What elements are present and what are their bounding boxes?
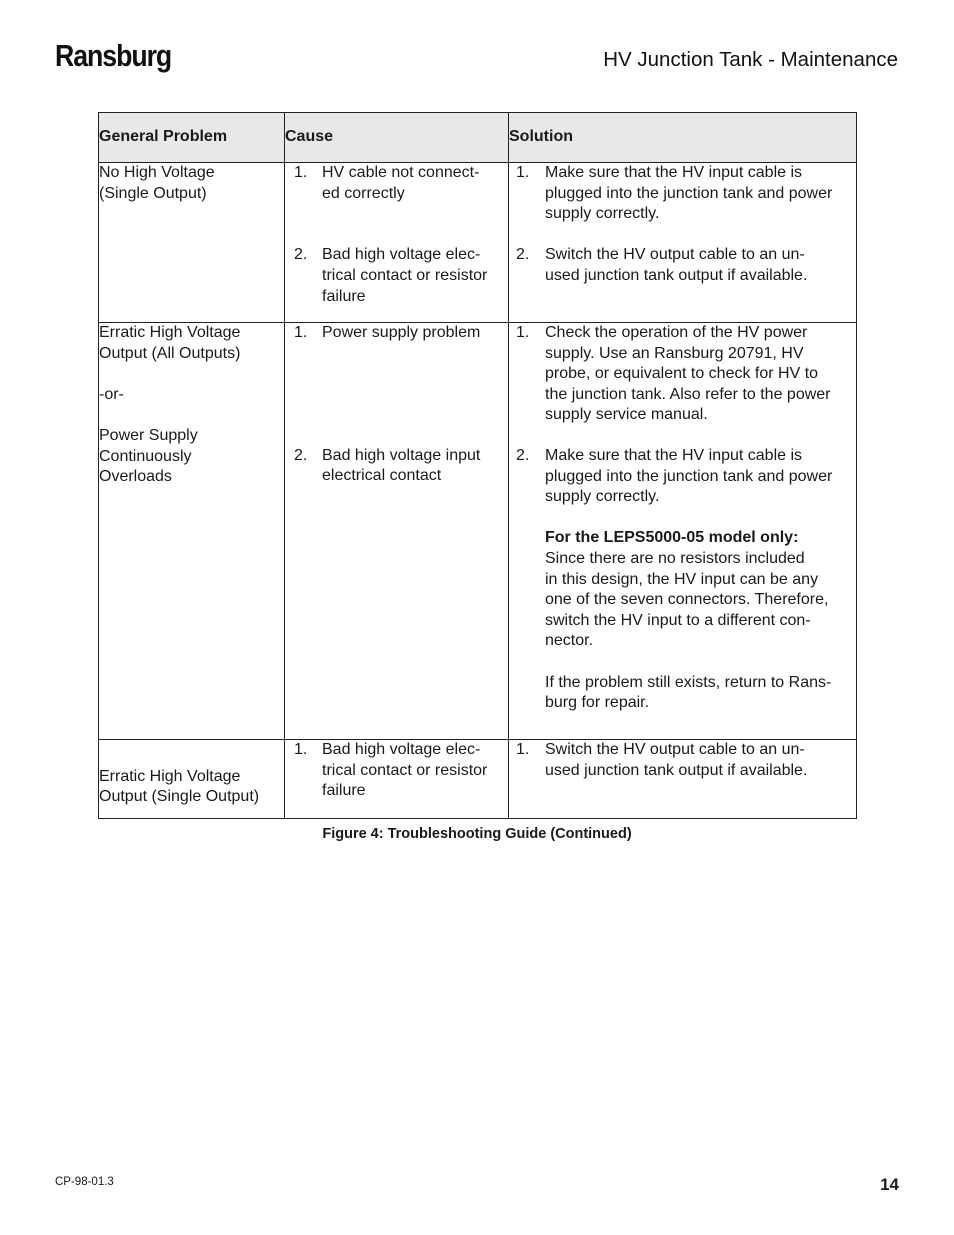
solution-item — [509, 245, 856, 286]
cause-line: Power supply problem — [322, 324, 481, 341]
solution-item — [509, 163, 856, 225]
document-code: CP-98-01.3 — [55, 1176, 114, 1188]
item-number: 2. — [516, 446, 530, 464]
solution-cell — [509, 163, 857, 323]
column-header-cause: Cause — [285, 113, 509, 163]
item-number: 1. — [294, 741, 308, 758]
solution-item — [509, 446, 856, 714]
cause-line: ed correctly — [322, 184, 405, 202]
problem-line: Overloads — [99, 468, 172, 486]
problem-cell — [99, 740, 285, 819]
cause-line: HV cable not connect- — [322, 164, 480, 181]
solution-line: supply service manual. — [545, 406, 708, 424]
cause-item — [285, 163, 508, 204]
item-number: 1. — [294, 324, 308, 341]
solution-line: probe, or equivalent to check for HV to — [545, 365, 819, 383]
solution-item — [509, 323, 856, 426]
cause-item — [285, 446, 508, 487]
cause-line: trical contact or resistor — [322, 761, 488, 779]
note-line: in this design, the HV input can be any — [545, 570, 819, 588]
item-number: 1. — [516, 164, 530, 181]
solution-line: Make sure that the HV input cable is — [545, 446, 803, 464]
item-number: 1. — [516, 324, 530, 341]
solution-item — [509, 740, 856, 781]
figure-caption: Figure 4: Troubleshooting Guide (Continued) — [322, 826, 632, 842]
solution-line: Switch the HV output cable to an un- — [545, 741, 805, 758]
table-row — [99, 740, 857, 819]
troubleshooting-table — [98, 112, 857, 819]
column-header-general-problem: General Problem — [99, 113, 285, 163]
cause-line: failure — [322, 782, 366, 800]
note-line: switch the HV input to a different con- — [545, 611, 811, 629]
table-row — [99, 163, 857, 323]
table-row — [99, 323, 857, 740]
cause-line: Bad high voltage input — [322, 446, 481, 464]
problem-line: Erratic High Voltage — [99, 324, 241, 341]
solution-line: Switch the HV output cable to an un- — [545, 246, 805, 264]
note-line: burg for repair. — [545, 694, 650, 712]
cause-line: failure — [322, 287, 366, 305]
solution-line: Make sure that the HV input cable is — [545, 164, 803, 181]
solution-line: used junction tank output if available. — [545, 266, 808, 284]
problem-line: Power Supply — [99, 426, 198, 444]
solution-line: Check the operation of the HV power — [545, 324, 808, 341]
section-title: HV Junction Tank - Maintenance — [603, 48, 898, 71]
solution-line: the junction tank. Also refer to the power — [545, 385, 831, 403]
problem-cell — [99, 323, 285, 740]
cause-cell — [285, 740, 509, 819]
cause-line: Bad high voltage elec- — [322, 246, 481, 264]
solution-line: plugged into the junction tank and power — [545, 184, 833, 202]
solution-cell — [509, 323, 857, 740]
brand-logo: Ransburg — [55, 38, 172, 73]
note-line: nector. — [545, 632, 594, 650]
cause-cell — [285, 323, 509, 740]
solution-cell — [509, 740, 857, 819]
solution-line: used junction tank output if available. — [545, 761, 808, 779]
note-line: one of the seven connectors. Therefore, — [545, 591, 829, 609]
cause-line: trical contact or resistor — [322, 266, 488, 284]
problem-line: Output (Single Output) — [99, 788, 260, 806]
column-header-solution: Solution — [509, 113, 857, 163]
solution-line: supply correctly. — [545, 488, 660, 506]
note-line: Since there are no resistors included — [545, 549, 805, 567]
problem-line: Output (All Outputs) — [99, 344, 241, 362]
problem-cell — [99, 163, 285, 323]
page-number: 14 — [880, 1175, 899, 1194]
table-header-row — [99, 113, 857, 163]
note-line: If the problem still exists, return to Rans- — [545, 673, 832, 691]
cause-item — [285, 323, 508, 344]
solution-line: supply correctly. — [545, 205, 660, 223]
note-heading: For the LEPS5000-05 model only: — [545, 529, 799, 547]
problem-line: (Single Output) — [99, 184, 207, 202]
item-number: 1. — [294, 164, 308, 181]
item-number: 2. — [294, 446, 308, 464]
problem-line: Erratic High Voltage — [99, 767, 241, 785]
item-number: 2. — [294, 246, 308, 264]
problem-line: Continuously — [99, 447, 192, 465]
cause-line: electrical contact — [322, 467, 442, 485]
solution-line: plugged into the junction tank and power — [545, 467, 833, 485]
cause-item — [285, 245, 508, 307]
item-number: 1. — [516, 741, 530, 758]
problem-line: -or- — [99, 385, 124, 403]
cause-line: Bad high voltage elec- — [322, 741, 481, 758]
problem-line: No High Voltage — [99, 164, 215, 181]
cause-item — [285, 740, 508, 802]
solution-line: supply. Use an Ransburg 20791, HV — [545, 344, 804, 362]
item-number: 2. — [516, 246, 530, 264]
cause-cell — [285, 163, 509, 323]
